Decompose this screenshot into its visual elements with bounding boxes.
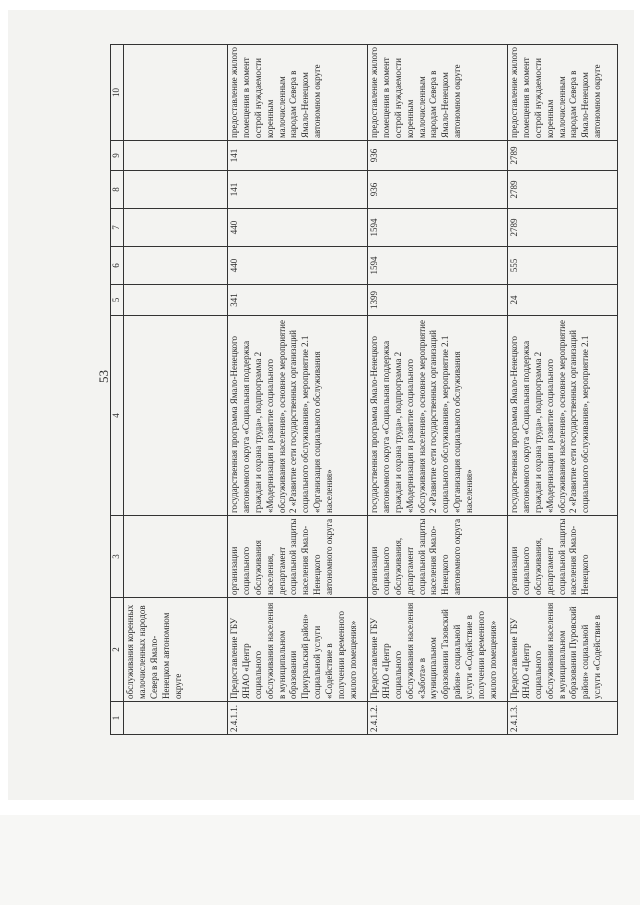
header-cell: 8 (111, 171, 124, 209)
cell-value: 1399 (368, 285, 508, 316)
scan-margin (0, 815, 640, 905)
cell-result: предоставление жилого помещения в момент острой нуждаемости коренным малочисленным народам Севера в Ямало-Ненецком автономном округе (508, 45, 618, 141)
cell-value: 440 (228, 247, 368, 285)
cell-result: предоставление жилого помещения в момент острой нуждаемости коренным малочисленным народам Севера в Ямало-Ненецком автономном округе (368, 45, 508, 141)
cell-value (124, 171, 228, 209)
cell-program: государственная программа Ямало-Ненецкого автономного округа «Социальная поддержка граждан и охрана труда», подпрограмма 2 «Модернизация и развитие социального обслуживания населения», основное мероприятие 2 «Развитие сети государственных организаций социального обслуживания», мероприятие 2.1 «Организация социального обслуживания населения» (228, 316, 368, 516)
cell-program (124, 316, 228, 516)
cell-value: 440 (228, 209, 368, 247)
cell-name: Предоставление ГБУ ЯНАО «Центр социального обслуживания населения в муниципальном образовании Приуральский район» социальной услуги «Содействие в получении временного жилого помещения» (228, 598, 368, 702)
continuation-row (124, 45, 228, 735)
cell-result (124, 45, 228, 141)
header-cell: 3 (111, 516, 124, 598)
cell-value (124, 247, 228, 285)
cell-name: обслуживания коренных малочисленных народов Севера в Ямало-Ненецком автономном округе (124, 598, 228, 702)
cell-executor: организации социального обслуживания населения, департамент социальной защиты населения Ямало-Ненецкого автономного округа (228, 516, 368, 598)
cell-executor: организации социального обслуживания, департамент социальной защиты населения Ямало-Ненецкого автономного округа (368, 516, 508, 598)
cell-value: 141 (228, 171, 368, 209)
table-row (228, 45, 368, 735)
cell-value: 2789 (508, 141, 618, 171)
cell-number: 2.4.1.1. (228, 702, 368, 735)
header-cell: 2 (111, 598, 124, 702)
header-cell: 7 (111, 209, 124, 247)
rotated-page-content (110, 45, 620, 735)
cell-value: 555 (508, 247, 618, 285)
cell-value: 1594 (368, 247, 508, 285)
header-cell: 6 (111, 247, 124, 285)
cell-executor: организации социального обслуживания, департамент социальной защиты населения Ямало-Ненецкого (508, 516, 618, 598)
cell-value (124, 141, 228, 171)
cell-result: предоставление жилого помещения в момент острой нуждаемости коренным малочисленным народам Севера в Ямало-Ненецком автономном округе (228, 45, 368, 141)
cell-name: Предоставление ГБУ ЯНАО «Центр социального обслуживания населения в муниципальном образовании Пуровский район» социальной услуги «Содействие в (508, 598, 618, 702)
cell-value: 24 (508, 285, 618, 316)
cell-value: 2789 (508, 171, 618, 209)
header-row (111, 45, 124, 735)
cell-value: 141 (228, 141, 368, 171)
header-cell: 10 (111, 45, 124, 141)
cell-program: государственная программа Ямало-Ненецкого автономного округа «Социальная поддержка граждан и охрана труда», подпрограмма 2 «Модернизация и развитие социального обслуживания населения», основное мероприятие 2 «Развитие сети государственных организаций социального обслуживания», мероприятие 2.1 (508, 316, 618, 516)
cell-value: 936 (368, 171, 508, 209)
table-row (508, 45, 618, 735)
cell-value: 341 (228, 285, 368, 316)
cell-number (124, 702, 228, 735)
cell-value (124, 209, 228, 247)
cell-value: 936 (368, 141, 508, 171)
cell-number: 2.4.1.2. (368, 702, 508, 735)
header-cell: 1 (111, 702, 124, 735)
cell-name: Предоставление ГБУ ЯНАО «Центр социального обслуживания населения «Забота» в муниципальном образовании Тазовский район» социальной услуги «Содействие в получении временного жилого помещения» (368, 598, 508, 702)
cell-number: 2.4.1.3. (508, 702, 618, 735)
cell-executor (124, 516, 228, 598)
cell-value: 2789 (508, 209, 618, 247)
cell-program: государственная программа Ямало-Ненецкого автономного округа «Социальная поддержка граждан и охрана труда», подпрограмма 2 «Модернизация и развитие социального обслуживания населения», основное мероприятие 2 «Развитие сети государственных организаций социального обслуживания», мероприятие 2.1 «Организация социального обслуживания населения» (368, 316, 508, 516)
measures-table (110, 44, 618, 735)
cell-value: 1594 (368, 209, 508, 247)
header-cell: 9 (111, 141, 124, 171)
header-cell: 5 (111, 285, 124, 316)
cell-value (124, 285, 228, 316)
table-row (368, 45, 508, 735)
page-number: 53 (96, 370, 111, 383)
header-cell: 4 (111, 316, 124, 516)
